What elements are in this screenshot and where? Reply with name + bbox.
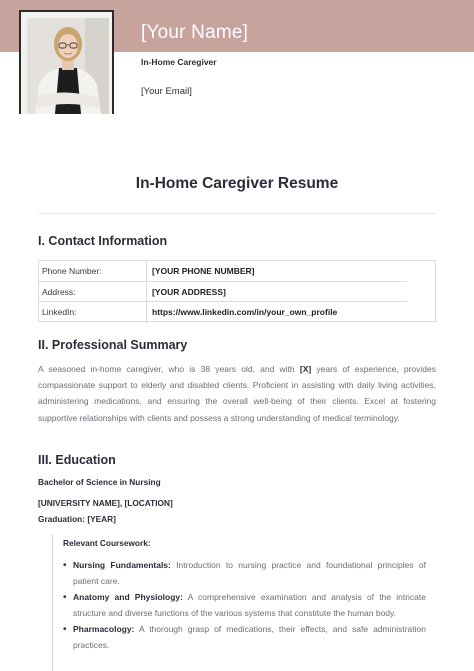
profile-photo <box>27 18 109 114</box>
education-heading: III. Education <box>38 453 116 467</box>
document-title: In-Home Caregiver Resume <box>135 175 339 192</box>
coursework-item <box>61 622 426 653</box>
degree: Bachelor of Science in Nursing <box>38 477 161 487</box>
coursework-section <box>52 534 436 671</box>
contact-row-address <box>39 282 407 303</box>
university: [UNIVERSITY NAME], [LOCATION] <box>38 498 173 508</box>
summary-heading: II. Professional Summary <box>38 338 188 352</box>
contact-table <box>38 260 436 322</box>
coursework-list <box>61 558 426 654</box>
contact-row-linkedin <box>39 302 407 323</box>
contact-label: LinkedIn: <box>39 302 147 323</box>
graduation: Graduation: [YEAR] <box>38 514 116 524</box>
portrait-image <box>27 18 109 114</box>
coursework-item <box>61 590 426 621</box>
summary-text <box>38 361 436 426</box>
contact-row-phone <box>39 261 407 282</box>
contact-label: Address: <box>39 282 147 302</box>
job-title: In-Home Caregiver <box>141 57 217 67</box>
contact-label: Phone Number: <box>39 261 147 281</box>
course-name: Pharmacology: <box>73 624 135 634</box>
course-desc: Introduction to nursing practice and foundational principles of patient care. <box>73 560 426 586</box>
summary-years: [X] <box>299 364 312 374</box>
coursework-item <box>61 558 426 589</box>
title-divider <box>38 213 436 214</box>
contact-value: [YOUR ADDRESS] <box>152 286 226 297</box>
contact-value: [YOUR PHONE NUMBER] <box>152 266 255 276</box>
course-name: Nursing Fundamentals: <box>73 560 171 570</box>
contact-heading: I. Contact Information <box>38 234 168 248</box>
email: [Your Email] <box>141 86 192 97</box>
resume-name: [Your Name] <box>141 22 249 43</box>
coursework-heading: Relevant Coursework: <box>63 538 151 548</box>
course-desc: A thorough grasp of medications, their effects, and safe administration practices. <box>73 624 426 650</box>
course-desc: A comprehensive examination and analysis of the intricate structure and diverse functions of the various systems that constitute the human body. <box>73 592 426 618</box>
course-name: Anatomy and Physiology: <box>73 592 183 602</box>
summary-text-before: A seasoned in-home caregiver, who is 38 years old, and with <box>38 364 300 374</box>
linkedin-link[interactable]: https://www.linkedin.com/in/your_own_profile <box>152 307 338 317</box>
summary-text-after: years of experience, provides compassionate support to elderly and disabled clients. Proficient in assisting with daily living activities, administering medications, and ensuring the overall well-being of their clients. Excel at fostering supportive relationships with clients and possess a strong understanding of medical terminology. <box>38 364 436 423</box>
profile-photo-frame <box>19 10 114 114</box>
